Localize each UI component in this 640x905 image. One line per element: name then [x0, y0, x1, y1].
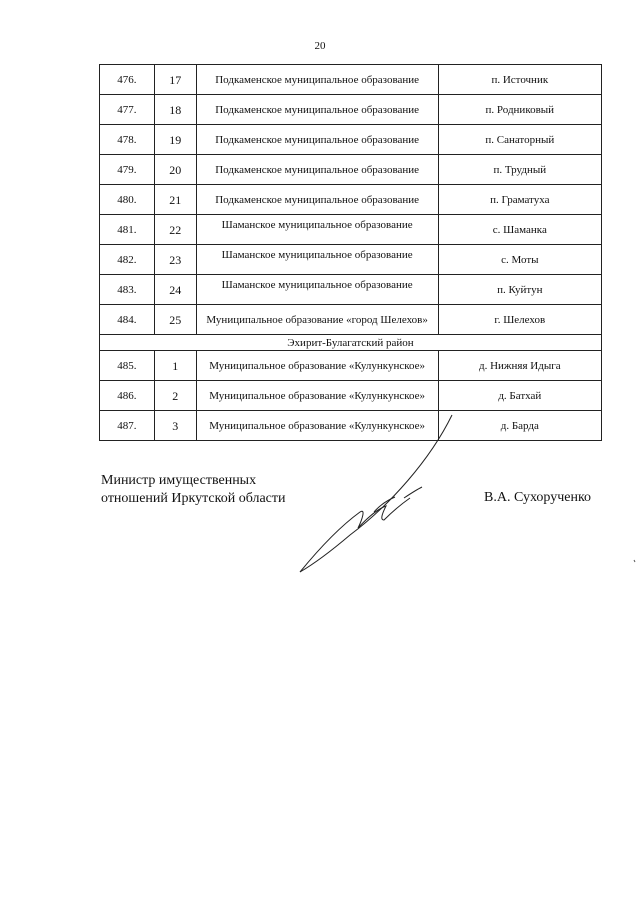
row-number: 480.	[100, 185, 155, 215]
row-number: 476.	[100, 65, 155, 95]
locality-name: с. Шаманка	[438, 215, 601, 245]
row-index: 21	[154, 185, 196, 215]
row-index: 20	[154, 155, 196, 185]
row-index: 18	[154, 95, 196, 125]
locality-name: п. Источник	[438, 65, 601, 95]
signature-stroke	[300, 415, 452, 572]
municipality-name: Муниципальное образование «Кулункунское»	[196, 411, 438, 441]
locality-name: д. Нижняя Идыга	[438, 351, 601, 381]
locality-name: п. Куйтун	[438, 275, 601, 305]
row-number: 485.	[100, 351, 155, 381]
row-number: 484.	[100, 305, 155, 335]
municipality-name: Муниципальное образование «Кулункунское»	[196, 351, 438, 381]
row-index: 19	[154, 125, 196, 155]
municipality-name: Шаманское муниципальное образование	[196, 215, 438, 245]
row-number: 479.	[100, 155, 155, 185]
municipality-name: Подкаменское муниципальное образование	[196, 95, 438, 125]
page-number: 20	[314, 40, 326, 52]
row-index: 2	[154, 381, 196, 411]
municipality-name: Муниципальное образование «город Шелехов»	[196, 305, 438, 335]
municipality-name: Подкаменское муниципальное образование	[196, 65, 438, 95]
signer-name: В.А. Сухорученко	[484, 490, 592, 505]
row-index: 17	[154, 65, 196, 95]
locality-name: с. Моты	[438, 245, 601, 275]
row-number: 483.	[100, 275, 155, 305]
municipality-name: Подкаменское муниципальное образование	[196, 125, 438, 155]
row-index: 22	[154, 215, 196, 245]
row-number: 478.	[100, 125, 155, 155]
locality-name: п. Трудный	[438, 155, 601, 185]
municipality-name: Подкаменское муниципальное образование	[196, 185, 438, 215]
locality-name: п. Граматуха	[438, 185, 601, 215]
locality-name: г. Шелехов	[438, 305, 601, 335]
signature-title-line2: отношений Иркутской области	[101, 491, 286, 506]
row-index: 25	[154, 305, 196, 335]
row-index: 24	[154, 275, 196, 305]
locality-name: п. Санаторный	[438, 125, 601, 155]
locality-name: п. Родниковый	[438, 95, 601, 125]
municipality-name: Муниципальное образование «Кулункунское»	[196, 381, 438, 411]
row-index: 1	[154, 351, 196, 381]
municipality-name: Шаманское муниципальное образование	[196, 245, 438, 275]
row-number: 477.	[100, 95, 155, 125]
row-number: 486.	[100, 381, 155, 411]
row-index: 23	[154, 245, 196, 275]
row-number: 487.	[100, 411, 155, 441]
row-number: 481.	[100, 215, 155, 245]
district-header: Эхирит-Булагатский район	[100, 335, 602, 351]
locality-name: д. Батхай	[438, 381, 601, 411]
municipality-name: Шаманское муниципальное образование	[196, 275, 438, 305]
row-number: 482.	[100, 245, 155, 275]
signature-title-line1: Министр имущественных	[101, 473, 257, 488]
municipality-name: Подкаменское муниципальное образование	[196, 155, 438, 185]
row-index: 3	[154, 411, 196, 441]
locality-name: д. Барда	[438, 411, 601, 441]
scan-mark	[634, 560, 635, 562]
